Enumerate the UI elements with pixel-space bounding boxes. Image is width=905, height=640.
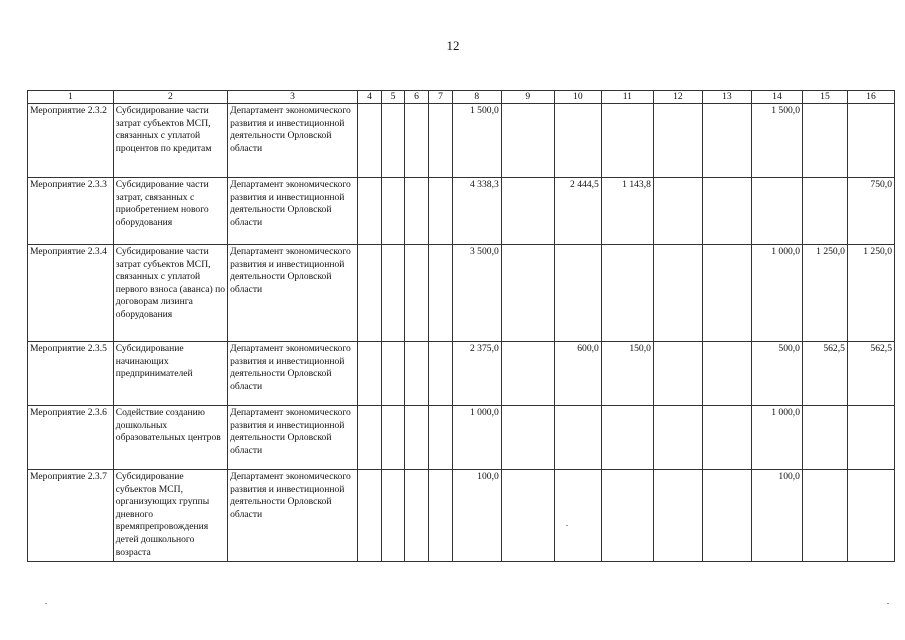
value-cell-col-13	[702, 245, 751, 342]
table-row	[28, 406, 895, 470]
value-cell-col-6	[404, 406, 429, 470]
column-header-9: 9	[501, 91, 554, 104]
measure-cell: Мероприятие 2.3.4	[28, 245, 114, 342]
measure-name-cell: Субсидирование субъектов МСП, организующих группы дневного времяпрепровождения детей дошкольного возраста	[113, 470, 227, 562]
measure-name-cell: Субсидирование части затрат субъектов МСП, связанных с уплатой первого взноса (аванса) по договорам лизинга оборудования	[113, 245, 227, 342]
value-cell-col-7	[429, 245, 452, 342]
value-cell-col-14: 1 500,0	[751, 104, 802, 178]
value-cell-col-9	[501, 178, 554, 245]
value-cell-col-9	[501, 406, 554, 470]
value-cell-col-4	[357, 342, 382, 406]
value-cell-col-5	[382, 406, 404, 470]
page-number: 12	[446, 38, 460, 53]
column-header-16: 16	[847, 91, 894, 104]
value-cell-col-7	[429, 406, 452, 470]
column-header-3: 3	[228, 91, 358, 104]
value-cell-col-12	[653, 245, 702, 342]
value-cell-col-11	[601, 470, 653, 562]
column-header-7: 7	[429, 91, 452, 104]
value-cell-col-10	[554, 104, 601, 178]
value-cell-col-8: 4 338,3	[452, 178, 501, 245]
value-cell-col-15	[802, 178, 847, 245]
value-cell-col-12	[653, 104, 702, 178]
value-cell-col-14: 1 000,0	[751, 245, 802, 342]
value-cell-col-10: 2 444,5	[554, 178, 601, 245]
header-row	[28, 91, 895, 104]
value-cell-col-11: 150,0	[601, 342, 653, 406]
executor-cell: Департамент экономического развития и инвестиционной деятельности Орловской области	[228, 342, 358, 406]
executor-cell: Департамент экономического развития и инвестиционной деятельности Орловской области	[228, 245, 358, 342]
value-cell-col-13	[702, 406, 751, 470]
column-header-10: 10	[554, 91, 601, 104]
measure-name-cell: Субсидирование части затрат субъектов МСП, связанных с уплатой процентов по кредитам	[113, 104, 227, 178]
value-cell-col-5	[382, 245, 404, 342]
value-cell-col-9	[501, 104, 554, 178]
value-cell-col-11: 1 143,8	[601, 178, 653, 245]
value-cell-col-5	[382, 342, 404, 406]
value-cell-col-12	[653, 470, 702, 562]
value-cell-col-15	[802, 470, 847, 562]
measure-cell: Мероприятие 2.3.2	[28, 104, 114, 178]
value-cell-col-12	[653, 406, 702, 470]
value-cell-col-15	[802, 406, 847, 470]
table-row	[28, 245, 895, 342]
value-cell-col-10	[554, 470, 601, 562]
column-header-6: 6	[404, 91, 429, 104]
value-cell-col-12	[653, 342, 702, 406]
column-header-11: 11	[601, 91, 653, 104]
value-cell-col-13	[702, 470, 751, 562]
measure-cell: Мероприятие 2.3.5	[28, 342, 114, 406]
value-cell-col-9	[501, 470, 554, 562]
value-cell-col-16: 750,0	[847, 178, 894, 245]
value-cell-col-10: 600,0	[554, 342, 601, 406]
value-cell-col-8: 1 000,0	[452, 406, 501, 470]
column-header-13: 13	[702, 91, 751, 104]
value-cell-col-8: 3 500,0	[452, 245, 501, 342]
value-cell-col-11	[601, 406, 653, 470]
value-cell-col-14: 500,0	[751, 342, 802, 406]
value-cell-col-10	[554, 406, 601, 470]
value-cell-col-15	[802, 104, 847, 178]
table-row	[28, 104, 895, 178]
value-cell-col-11	[601, 245, 653, 342]
value-cell-col-6	[404, 104, 429, 178]
value-cell-col-4	[357, 245, 382, 342]
column-header-2: 2	[113, 91, 227, 104]
value-cell-col-7	[429, 342, 452, 406]
measure-name-cell: Субсидирование части затрат, связанных с приобретением нового оборудования	[113, 178, 227, 245]
value-cell-col-16	[847, 104, 894, 178]
column-header-15: 15	[802, 91, 847, 104]
value-cell-col-9	[501, 245, 554, 342]
column-header-8: 8	[452, 91, 501, 104]
executor-cell: Департамент экономического развития и инвестиционной деятельности Орловской области	[228, 406, 358, 470]
value-cell-col-12	[653, 178, 702, 245]
value-cell-col-10	[554, 245, 601, 342]
scan-speck	[45, 603, 47, 604]
value-cell-col-8: 100,0	[452, 470, 501, 562]
value-cell-col-16	[847, 406, 894, 470]
value-cell-col-15: 562,5	[802, 342, 847, 406]
measure-cell: Мероприятие 2.3.3	[28, 178, 114, 245]
column-header-12: 12	[653, 91, 702, 104]
value-cell-col-13	[702, 342, 751, 406]
value-cell-col-5	[382, 104, 404, 178]
value-cell-col-7	[429, 178, 452, 245]
value-cell-col-6	[404, 178, 429, 245]
column-header-5: 5	[382, 91, 404, 104]
value-cell-col-14	[751, 178, 802, 245]
value-cell-col-14: 100,0	[751, 470, 802, 562]
value-cell-col-16	[847, 470, 894, 562]
value-cell-col-6	[404, 245, 429, 342]
table-row	[28, 470, 895, 562]
value-cell-col-16: 1 250,0	[847, 245, 894, 342]
scan-speck	[566, 525, 568, 526]
value-cell-col-15: 1 250,0	[802, 245, 847, 342]
value-cell-col-11	[601, 104, 653, 178]
value-cell-col-7	[429, 470, 452, 562]
value-cell-col-13	[702, 104, 751, 178]
value-cell-col-5	[382, 470, 404, 562]
value-cell-col-9	[501, 342, 554, 406]
column-header-4: 4	[357, 91, 382, 104]
program-table	[27, 90, 895, 562]
measure-cell: Мероприятие 2.3.6	[28, 406, 114, 470]
executor-cell: Департамент экономического развития и инвестиционной деятельности Орловской области	[228, 470, 358, 562]
table-row	[28, 342, 895, 406]
column-header-1: 1	[28, 91, 114, 104]
value-cell-col-8: 1 500,0	[452, 104, 501, 178]
value-cell-col-6	[404, 342, 429, 406]
table-row	[28, 178, 895, 245]
column-header-14: 14	[751, 91, 802, 104]
executor-cell: Департамент экономического развития и инвестиционной деятельности Орловской области	[228, 104, 358, 178]
measure-name-cell: Субсидирование начинающих предпринимателей	[113, 342, 227, 406]
value-cell-col-5	[382, 178, 404, 245]
value-cell-col-4	[357, 178, 382, 245]
value-cell-col-6	[404, 470, 429, 562]
value-cell-col-4	[357, 406, 382, 470]
executor-cell: Департамент экономического развития и инвестиционной деятельности Орловской области	[228, 178, 358, 245]
value-cell-col-7	[429, 104, 452, 178]
scan-speck	[887, 603, 889, 604]
value-cell-col-8: 2 375,0	[452, 342, 501, 406]
measure-cell: Мероприятие 2.3.7	[28, 470, 114, 562]
value-cell-col-4	[357, 104, 382, 178]
value-cell-col-4	[357, 470, 382, 562]
value-cell-col-14: 1 000,0	[751, 406, 802, 470]
measure-name-cell: Содействие созданию дошкольных образовательных центров	[113, 406, 227, 470]
value-cell-col-16: 562,5	[847, 342, 894, 406]
table-body	[28, 104, 895, 562]
value-cell-col-13	[702, 178, 751, 245]
